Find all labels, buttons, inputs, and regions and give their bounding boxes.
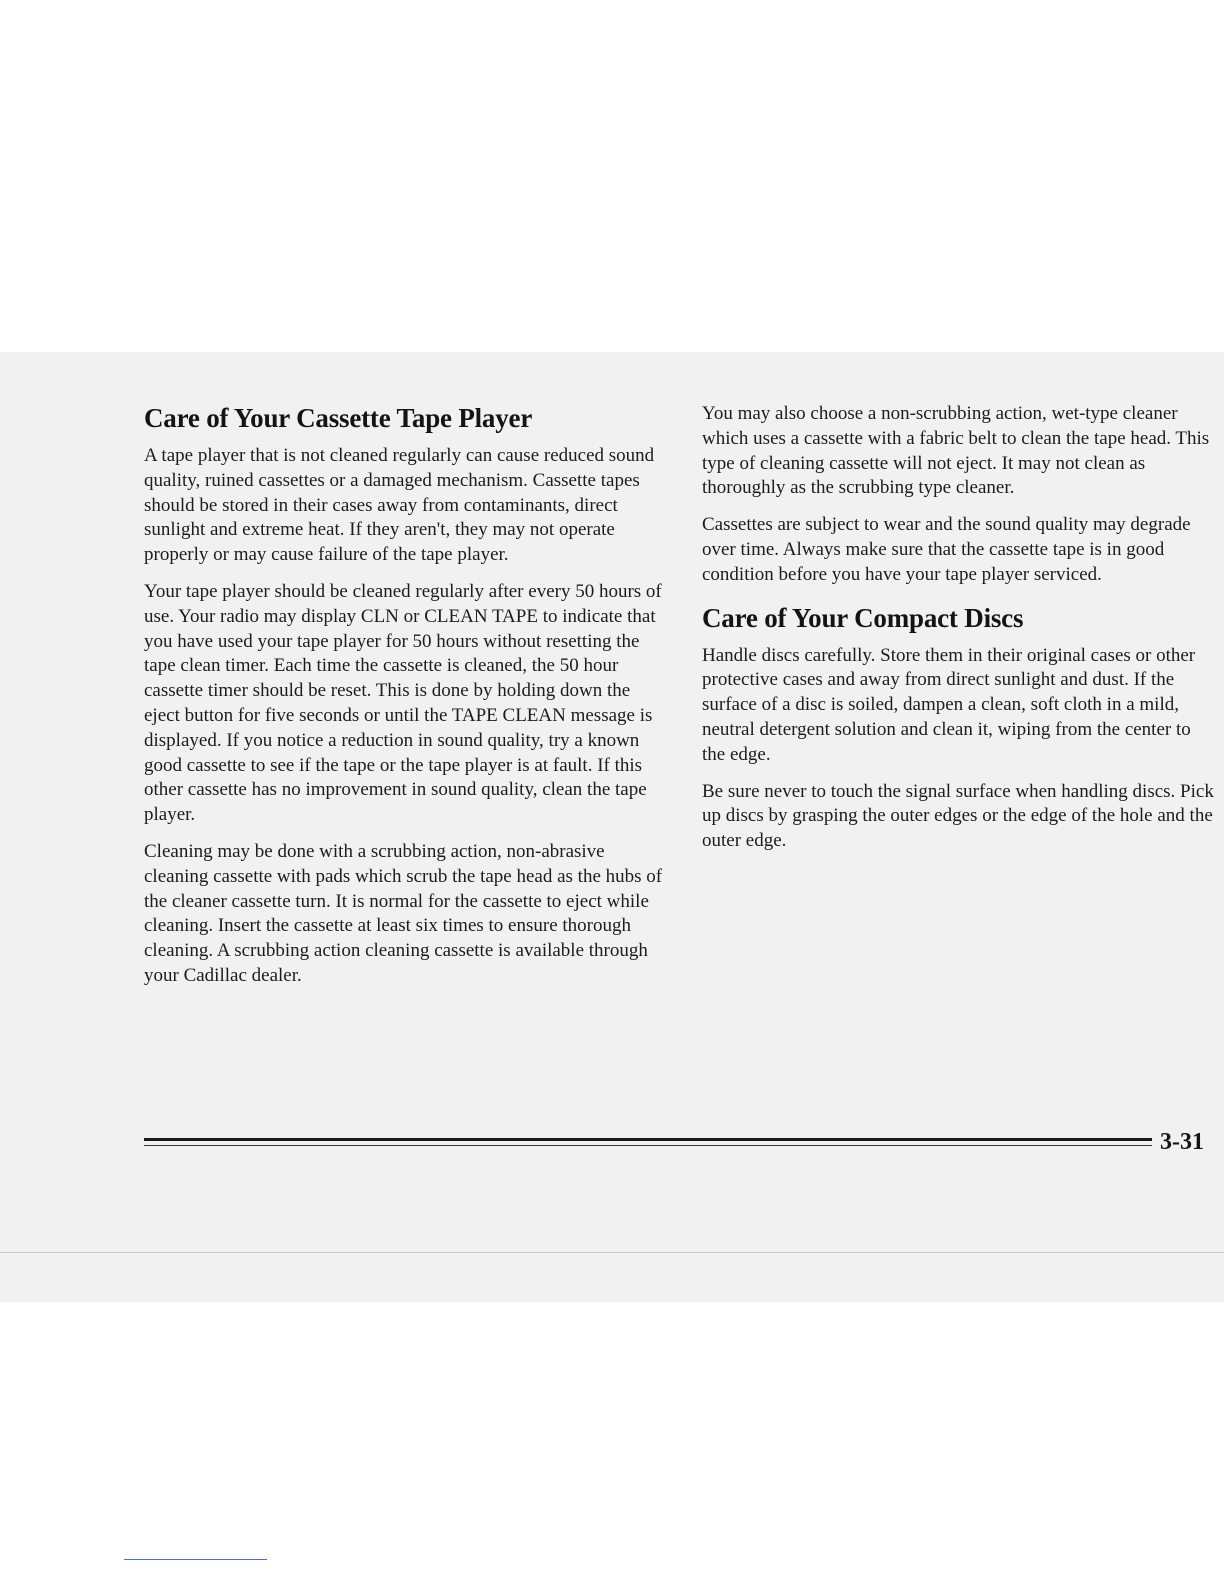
disc-touch-paragraph: Be sure never to touch the signal surface when handling discs. Pick up discs by grasping the outer edges or the edge of the hole and the outer edge. [702,780,1214,852]
footer-rule [144,1138,1152,1146]
footer-rule-thin [144,1145,1152,1146]
bottom-underline [124,1559,267,1560]
cassette-care-paragraph-2: Your tape player should be cleaned regularly after every 50 hours of use. Your radio may display CLN or CLEAN TAPE to indicate that you have used your tape player for 50 hours without resetting the tape clean timer. Each time the cassette is cleaned, the 50 hour cassette timer should be reset. This is done by holding down the eject button for five seconds or until the TAPE CLEAN message is displayed. If you notice a reduction in sound quality, try a known good cassette to see if the tape or the tape player is at fault. If this other cassette has no improvement in sound quality, clean the tape player. [144,580,662,826]
cassette-care-paragraph-1: A tape player that is not cleaned regularly can cause reduced sound quality, ruined cassettes or a damaged mechanism. Cassette tapes should be stored in their cases away from contaminants, direct sunlight and extreme heat. If they aren't, they may not operate properly or may cause failure of the tape player. [144,445,655,566]
wet-cleaner-paragraph: You may also choose a non-scrubbing action, wet-type cleaner which uses a cassette with a fabric belt to clean the tape head. This type of cleaning cassette will not eject. It may not clean as thoroughly as the scrubbing type cleaner. [702,403,1210,499]
compact-disc-care-heading: Care of Your Compact Discs [702,602,1024,633]
left-column [144,400,664,1001]
disc-handling-paragraph: Handle discs carefully. Store them in their original cases or other protective cases and away from direct sunlight and dust. If the surface of a disc is soiled, dampen a clean, soft cloth in a mild, neutral detergent solution and clean it, wiping from the center to the edge. [702,644,1196,765]
cassette-care-heading: Care of Your Cassette Tape Player [144,403,533,433]
page-number: 3-31 [1160,1129,1204,1155]
cassette-care-paragraph-3: Cleaning may be done with a scrubbing action, non-abrasive cleaning cassette with pads which scrub the tape head as the hubs of the cleaner cassette turn. It is normal for the cassette to eject while cleaning. Insert the cassette at least six times to ensure thorough cleaning. A scrubbing action cleaning cassette is available through your Cadillac dealer. [144,840,663,986]
cassette-wear-paragraph: Cassettes are subject to wear and the sound quality may degrade over time. Always make sure that the cassette tape is in good condition before you have your tape player serviced. [702,514,1191,585]
scan-edge-line [0,1252,1224,1253]
right-column [702,402,1214,866]
